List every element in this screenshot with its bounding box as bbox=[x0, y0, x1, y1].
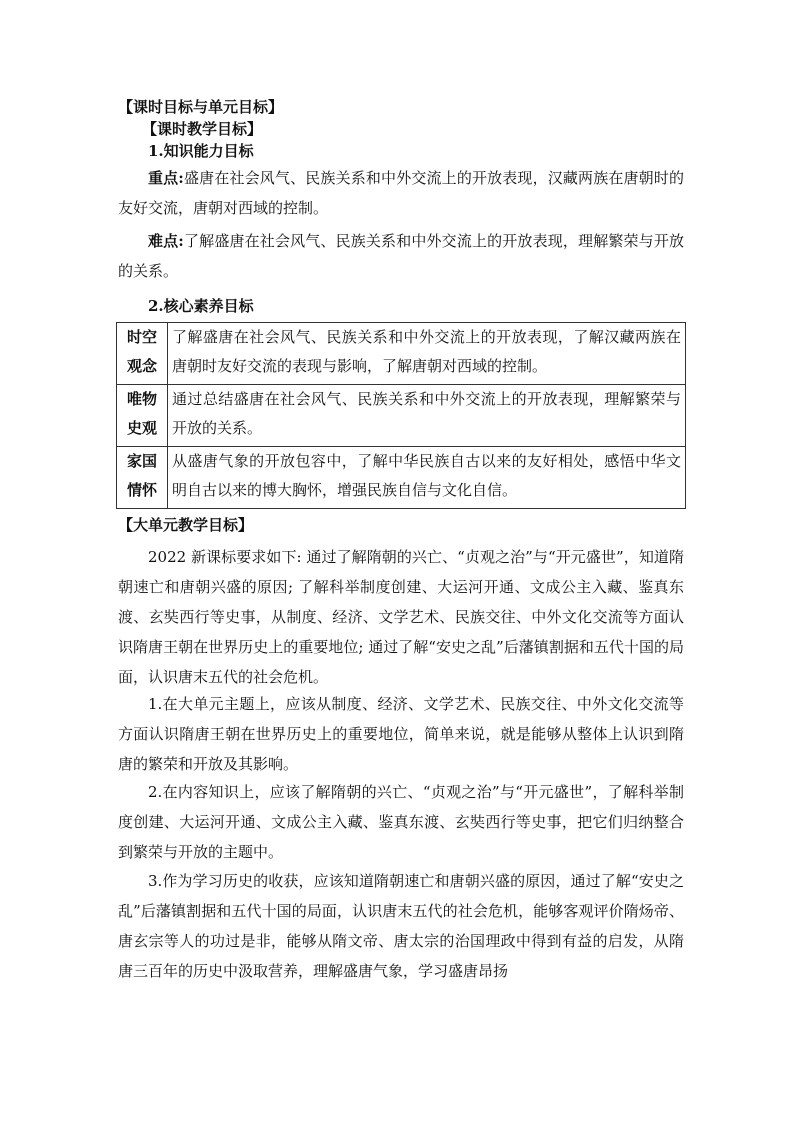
row-text: 通过总结盛唐在社会风气、民族关系和中外交流上的开放表现，理解繁荣与开放的关系。 bbox=[168, 385, 686, 447]
key-point-text: 盛唐在社会风气、民族关系和中外交流上的开放表现，汉藏两族在唐朝时的友好交流，唐朝对西域的控制。 bbox=[118, 169, 684, 217]
table-row bbox=[117, 323, 686, 385]
row-label: 唯物 史观 bbox=[117, 385, 168, 447]
lesson-objectives-heading: 【课时教学目标】 bbox=[142, 120, 263, 138]
unit-item-2: 2.在内容知识上，应该了解隋朝的兴亡、“贞观之治”与“开元盛世”，了解科举制度创建、大运河开通、文成公主入藏、鉴真东渡、玄奘西行等史事，把它们归纳整合到繁荣与开放的主题中。 bbox=[118, 783, 684, 861]
unit-intro-paragraph: 2022 新课标要求如下: 通过了解隋朝的兴亡、“贞观之治”与“开元盛世”，知道隋朝速亡和唐朝兴盛的原因; 了解科举制度创建、大运河开通、文成公主入藏、鉴真东渡、玄奘西行等史事，从制度、经济、文学艺术、民族交往、中外文化交流等方面认识隋唐王朝在世界历史上的重要地位; 通过了解“安史之乱”后藩镇割据和五代十国的局面，认识唐末五代的社会危机。 bbox=[118, 548, 684, 686]
row-label: 时空 观念 bbox=[117, 323, 168, 385]
key-point-label: 重点: bbox=[148, 169, 184, 187]
key-point-paragraph bbox=[118, 163, 684, 223]
difficulty-text: 了解盛唐在社会风气、民族关系和中外交流上的开放表现，理解繁荣与开放的关系。 bbox=[118, 232, 684, 280]
row-text: 从盛唐气象的开放包容中，了解中华民族自古以来的友好相处，感悟中华文明自古以来的博大胸怀，增强民族自信与文化自信。 bbox=[168, 447, 686, 509]
knowledge-objectives-heading: 1.知识能力目标 bbox=[148, 142, 254, 160]
core-literacy-table bbox=[116, 322, 686, 509]
difficulty-paragraph bbox=[118, 226, 684, 286]
core-literacy-heading: 2.核心素养目标 bbox=[148, 297, 254, 315]
row-text: 了解盛唐在社会风气、民族关系和中外交流上的开放表现，了解汉藏两族在唐朝时友好交流的表现与影响，了解唐朝对西域的控制。 bbox=[168, 323, 686, 385]
unit-item-3: 3.作为学习历史的收获，应该知道隋朝速亡和唐朝兴盛的原因，通过了解“安史之乱”后藩镇割据和五代十国的局面，认识唐末五代的社会危机，能够客观评价隋炀帝、唐玄宗等人的功过是非，能够从隋文帝、唐太宗的治国理政中得到有益的启发，从隋唐三百年的历史中汲取营养，理解盛唐气象，学习盛唐昂扬 bbox=[118, 872, 684, 980]
main-heading: 【课时目标与单元目标】 bbox=[118, 98, 284, 116]
unit-objectives-heading: 【大单元教学目标】 bbox=[118, 516, 254, 534]
difficulty-label: 难点: bbox=[148, 232, 184, 250]
unit-item-1: 1.在大单元主题上，应该从制度、经济、文学艺术、民族交往、中外文化交流等方面认识隋唐王朝在世界历史上的重要地位，简单来说，就是能够从整体上认识到隋唐的繁荣和开放及其影响。 bbox=[118, 695, 684, 773]
table-row bbox=[117, 385, 686, 447]
table-row bbox=[117, 447, 686, 509]
row-label: 家国 情怀 bbox=[117, 447, 168, 509]
